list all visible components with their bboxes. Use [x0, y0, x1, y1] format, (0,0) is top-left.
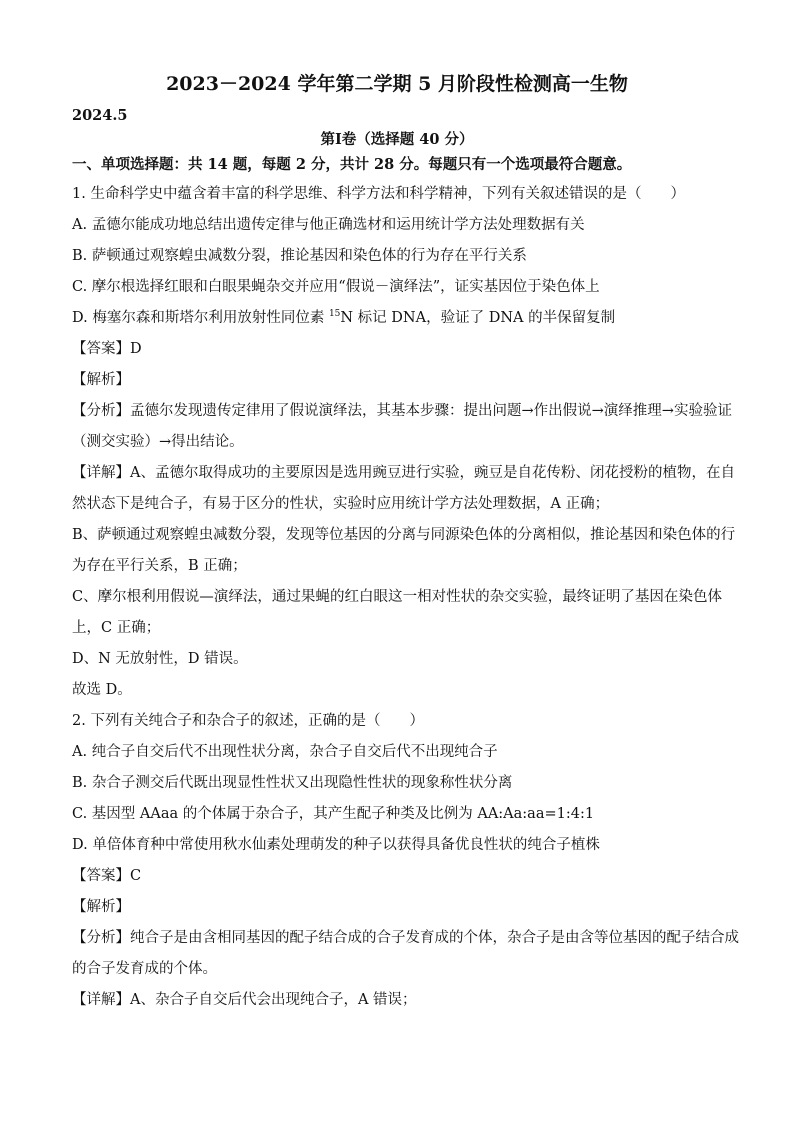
q2-xiangjie-line1: 【详解】A、杂合子自交后代会出现纯合子，A 错误；: [72, 992, 417, 1008]
q2-analysis-label: 【解析】: [72, 899, 130, 915]
q1-xiangjie-line4: 为存在平行关系，B 正确；: [72, 558, 247, 574]
q1-xiangjie-line1: 【详解】A、孟德尔取得成功的主要原因是选用豌豆进行实验，豌豆是自花传粉、闭花授粉的植物，在自: [72, 465, 735, 481]
volume-heading: 第Ⅰ卷（选择题 40 分）: [320, 131, 474, 148]
q1-fenxi-line2: （测交实验）→得出结论。: [72, 434, 244, 450]
q1-xiangjie-line7: D、N 无放射性，D 错误。: [72, 651, 248, 667]
q2-option-d: D. 单倍体育种中常使用秋水仙素处理萌发的种子以获得具备优良性状的纯合子植株: [72, 837, 600, 853]
q1-option-c: C. 摩尔根选择红眼和白眼果蝇杂交并应用“假说－演绎法”，证实基因位于染色体上: [72, 279, 600, 295]
q1-xiangjie-line2: 然状态下是纯合子，有易于区分的性状，实验时应用统计学方法处理数据，A 正确；: [72, 496, 610, 512]
q1-conclusion: 故选 D。: [72, 682, 132, 698]
q2-option-a: A. 纯合子自交后代不出现性状分离，杂合子自交后代不出现纯合子: [72, 744, 498, 760]
q1-stem: 1. 生命科学史中蕴含着丰富的科学思维、科学方法和科学精神，下列有关叙述错误的是（ ）: [72, 186, 685, 202]
page-title: 2023－2024 学年第二学期 5 月阶段性检测高一生物: [166, 73, 628, 95]
q2-option-c: C. 基因型 AAaa 的个体属于杂合子，其产生配子种类及比例为 AA:Aa:aa=1:4:1: [72, 806, 595, 822]
q2-fenxi-line2: 的合子发育成的个体。: [72, 961, 217, 977]
q2-answer: 【答案】C: [72, 868, 142, 884]
q1-xiangjie-line6: 上，C 正确；: [72, 620, 161, 636]
section-heading: 一、单项选择题：共 14 题，每题 2 分，共计 28 分。每题只有一个选项最符合题意。: [72, 156, 632, 173]
q1-option-d: [72, 308, 615, 328]
q2-fenxi-line1: 【分析】纯合子是由含相同基因的配子结合成的合子发育成的个体，杂合子是由含等位基因的配子结合成: [72, 930, 739, 946]
q1-analysis-label: 【解析】: [72, 372, 130, 388]
q2-option-b: B. 杂合子测交后代既出现显性性状又出现隐性性状的现象称性状分离: [72, 775, 513, 791]
q1-option-d-part1: D. 梅塞尔森和斯塔尔利用放射性同位素: [72, 310, 329, 326]
q1-answer: 【答案】D: [72, 341, 142, 357]
exam-date: 2024.5: [72, 107, 128, 124]
q2-stem: 2. 下列有关纯合子和杂合子的叙述，正确的是（ ）: [72, 713, 424, 729]
q1-option-d-part2: N 标记 DNA，验证了 DNA 的半保留复制: [340, 310, 616, 326]
q1-xiangjie-line5: C、摩尔根利用假说—演绎法，通过果蝇的红白眼这一相对性状的杂交实验，最终证明了基因在染色体: [72, 589, 722, 605]
q1-fenxi-line1: 【分析】孟德尔发现遗传定律用了假说演绎法，其基本步骤：提出问题→作出假说→演绎推理→实验验证: [72, 403, 732, 419]
isotope-superscript: 15: [328, 309, 341, 320]
q1-option-a: A. 孟德尔能成功地总结出遗传定律与他正确选材和运用统计学方法处理数据有关: [72, 217, 585, 233]
q1-xiangjie-line3: B、萨顿通过观察蝗虫减数分裂，发现等位基因的分离与同源染色体的分离相似，推论基因和染色体的行: [72, 527, 736, 543]
q1-option-b: B. 萨顿通过观察蝗虫减数分裂，推论基因和染色体的行为存在平行关系: [72, 248, 527, 264]
